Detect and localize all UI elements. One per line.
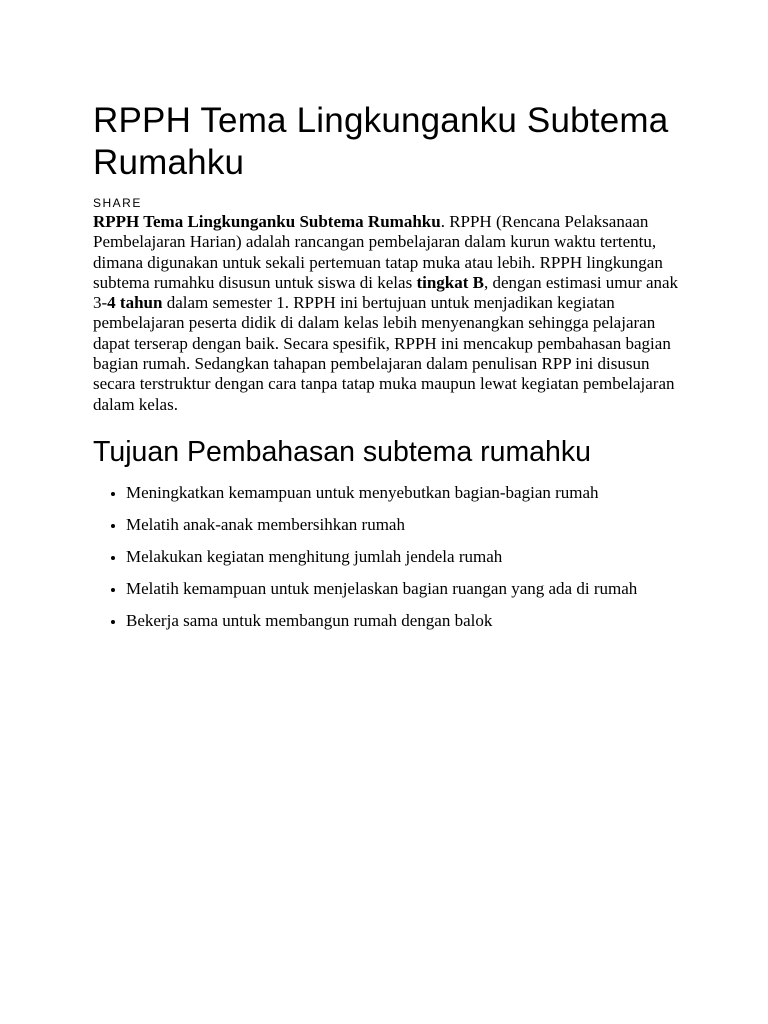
article xyxy=(93,100,683,643)
goals-list xyxy=(93,483,683,632)
section-heading: Tujuan Pembahasan subtema rumahku xyxy=(93,435,591,468)
intro-paragraph xyxy=(93,212,683,415)
list-item: • Melatih kemampuan untuk menjelaskan bagian ruangan yang ada di rumah xyxy=(126,579,683,600)
intro-grade-bold: tingkat B xyxy=(416,272,484,292)
intro-age-bold: 4 tahun xyxy=(107,293,163,313)
intro-text-2: , dengan estimasi umur anak 3- xyxy=(93,272,679,313)
intro-text-1: . RPPH (Rencana Pelaksanaan Pembelajaran Harian) adalah rancangan pembelajaran dalam kurun waktu tertentu, dimana digunakan untuk sekali pertemuan tatap muka atau lebih. RPPH lingkungan subtema rumahku disusun untuk siswa di kelas xyxy=(93,212,663,292)
intro-lead-bold: RPPH Tema Lingkunganku Subtema Rumahku xyxy=(93,212,441,231)
intro-text-3: dalam semester 1. RPPH ini bertujuan untuk menjadikan kegiatan pembelajaran peserta didik di dalam kelas lebih menyenangkan sehingga pelajaran dapat terserap dengan baik. Secara spesifik, RPPH ini mencakup pembahasan bagian bagian rumah. Sedangkan tahapan pembelajaran dalam penulisan RPP ini disusun secara terstruktur dengan cara tanpa tatap muka maupun lewat kegiatan pembelajaran dalam kelas. xyxy=(93,293,675,414)
list-item: • Melakukan kegiatan menghitung jumlah jendela rumah xyxy=(126,547,683,568)
list-item: • Meningkatkan kemampuan untuk menyebutkan bagian-bagian rumah xyxy=(126,483,683,504)
list-item: • Bekerja sama untuk membangun rumah dengan balok xyxy=(126,611,683,632)
share-button[interactable]: SHARE xyxy=(93,196,142,210)
page-title: RPPH Tema Lingkunganku Subtema Rumahku xyxy=(93,101,669,182)
list-item: • Melatih anak-anak membersihkan rumah xyxy=(126,515,683,536)
